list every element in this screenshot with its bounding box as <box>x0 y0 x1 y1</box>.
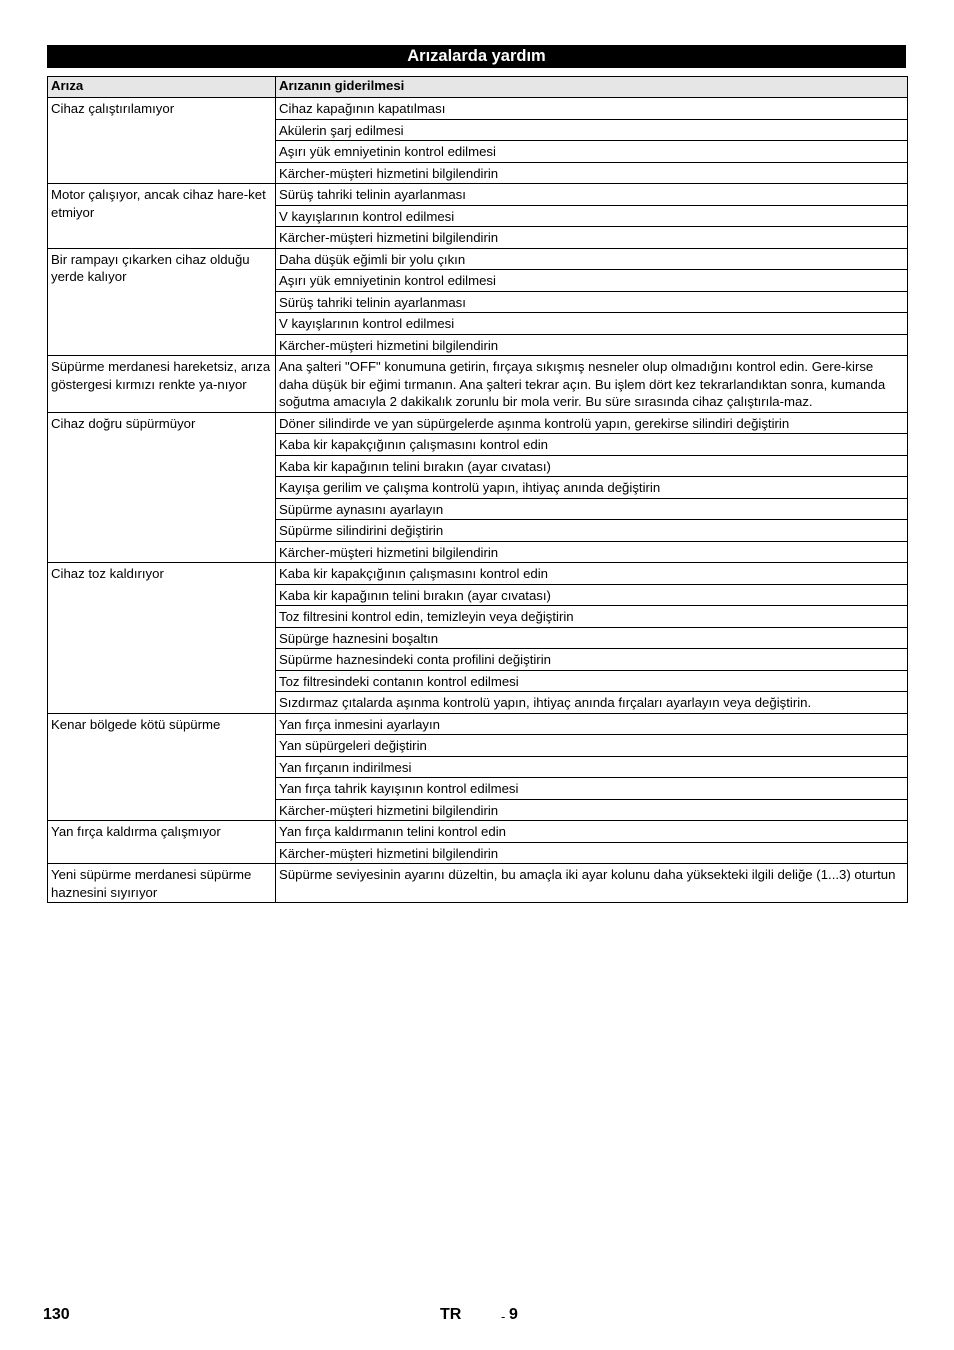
table-row <box>48 713 908 735</box>
table-body <box>48 98 908 903</box>
remedy-cell: Kärcher-müşteri hizmetini bilgilendirin <box>276 541 908 563</box>
remedy-cell: Sürüş tahriki telinin ayarlanması <box>276 291 908 313</box>
remedy-cell: Kaba kir kapağının telini bırakın (ayar cıvatası) <box>276 584 908 606</box>
remedy-cell: Aşırı yük emniyetinin kontrol edilmesi <box>276 270 908 292</box>
table-row <box>48 412 908 434</box>
table-row <box>48 563 908 585</box>
remedy-cell: Kaba kir kapakçığının çalışmasını kontrol edin <box>276 563 908 585</box>
table-row <box>48 184 908 206</box>
remedy-cell: Süpürme haznesindeki conta profilini değiştirin <box>276 649 908 671</box>
footer-separator: - <box>501 1309 506 1324</box>
remedy-cell: Toz filtresini kontrol edin, temizleyin veya değiştirin <box>276 606 908 628</box>
remedy-cell: V kayışlarının kontrol edilmesi <box>276 313 908 335</box>
header-fault: Arıza <box>48 77 276 98</box>
remedy-cell: Yan fırça kaldırmanın telini kontrol edin <box>276 821 908 843</box>
remedy-cell: Kärcher-müşteri hizmetini bilgilendirin <box>276 799 908 821</box>
fault-cell: Cihaz toz kaldırıyor <box>48 563 276 714</box>
troubleshooting-table <box>47 76 908 903</box>
remedy-cell: Ana şalteri "OFF" konumuna getirin, fırçaya sıkışmış nesneler olup olmadığını kontrol edin. Gere-kirse daha düşük bir eğimi tırmanın. Ana şalteri tekrar açın. Bu işlem dört kez tekrarlandıktan sonra, kumanda soğutma amacıyla 2 dakikalık zorunlu bir mola verir. Bu süre sırasında cihaz çalıştırıla-maz. <box>276 356 908 413</box>
remedy-cell: Süpürme seviyesinin ayarını düzeltin, bu amaçla iki ayar kolunu daha yüksekteki ilgili deliğe (1...3) oturtun <box>276 864 908 903</box>
language-code: TR <box>440 1306 462 1323</box>
remedy-cell: Süpürge haznesini boşaltın <box>276 627 908 649</box>
remedy-cell: Akülerin şarj edilmesi <box>276 119 908 141</box>
table-row <box>48 248 908 270</box>
remedy-cell: Kaba kir kapağının telini bırakın (ayar cıvatası) <box>276 455 908 477</box>
remedy-cell: Yan fırça tahrik kayışının kontrol edilmesi <box>276 778 908 800</box>
remedy-cell: Daha düşük eğimli bir yolu çıkın <box>276 248 908 270</box>
remedy-cell: Toz filtresindeki contanın kontrol edilmesi <box>276 670 908 692</box>
table-header-row <box>48 77 908 98</box>
section-title: Arızalarda yardım <box>47 45 906 68</box>
fault-cell: Yeni süpürme merdanesi süpürme haznesini sıyırıyor <box>48 864 276 903</box>
remedy-cell: Sürüş tahriki telinin ayarlanması <box>276 184 908 206</box>
remedy-cell: Kärcher-müşteri hizmetini bilgilendirin <box>276 162 908 184</box>
remedy-cell: Kärcher-müşteri hizmetini bilgilendirin <box>276 842 908 864</box>
fault-cell: Bir rampayı çıkarken cihaz olduğu yerde kalıyor <box>48 248 276 356</box>
page-number: 130 <box>43 1306 70 1323</box>
fault-cell: Motor çalışıyor, ancak cihaz hare-ket etmiyor <box>48 184 276 249</box>
table-row <box>48 356 908 413</box>
table-row <box>48 98 908 120</box>
remedy-cell: V kayışlarının kontrol edilmesi <box>276 205 908 227</box>
fault-cell: Kenar bölgede kötü süpürme <box>48 713 276 821</box>
table-row <box>48 821 908 843</box>
remedy-cell: Aşırı yük emniyetinin kontrol edilmesi <box>276 141 908 163</box>
remedy-cell: Kärcher-müşteri hizmetini bilgilendirin <box>276 334 908 356</box>
remedy-cell: Kärcher-müşteri hizmetini bilgilendirin <box>276 227 908 249</box>
remedy-cell: Süpürme silindirini değiştirin <box>276 520 908 542</box>
remedy-cell: Sızdırmaz çıtalarda aşınma kontrolü yapın, ihtiyaç anında fırçaları ayarlayın veya değiştirin. <box>276 692 908 714</box>
sub-page-number: 9 <box>509 1306 518 1323</box>
remedy-cell: Kayışa gerilim ve çalışma kontrolü yapın, ihtiyaç anında değiştirin <box>276 477 908 499</box>
fault-cell: Cihaz çalıştırılamıyor <box>48 98 276 184</box>
fault-cell: Cihaz doğru süpürmüyor <box>48 412 276 563</box>
table-row <box>48 864 908 903</box>
fault-cell: Süpürme merdanesi hareketsiz, arıza göstergesi kırmızı renkte ya-nıyor <box>48 356 276 413</box>
remedy-cell: Döner silindirde ve yan süpürgelerde aşınma kontrolü yapın, gerekirse silindiri değiştirin <box>276 412 908 434</box>
fault-cell: Yan fırça kaldırma çalışmıyor <box>48 821 276 864</box>
remedy-cell: Yan fırçanın indirilmesi <box>276 756 908 778</box>
remedy-cell: Süpürme aynasını ayarlayın <box>276 498 908 520</box>
header-remedy: Arızanın giderilmesi <box>276 77 908 98</box>
remedy-cell: Kaba kir kapakçığının çalışmasını kontrol edin <box>276 434 908 456</box>
remedy-cell: Yan süpürgeleri değiştirin <box>276 735 908 757</box>
remedy-cell: Cihaz kapağının kapatılması <box>276 98 908 120</box>
remedy-cell: Yan fırça inmesini ayarlayın <box>276 713 908 735</box>
